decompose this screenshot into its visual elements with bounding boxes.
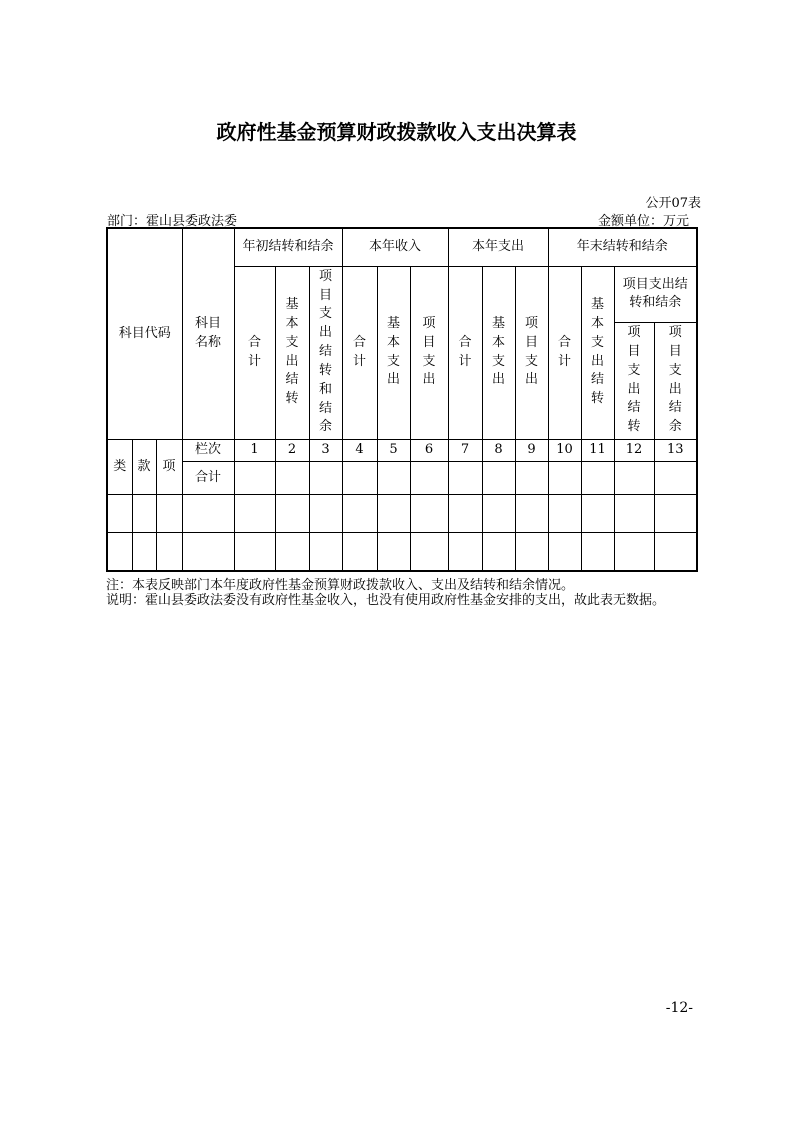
kuan-header: 款 (132, 439, 156, 494)
begin-carry-text: 年初结转和结余 (242, 239, 334, 255)
table-cell (275, 494, 309, 532)
table-note: 注：本表反映部门本年度政府性基金预算财政拨款收入、支出及结转和结余情况。 (106, 578, 575, 593)
begin-carry-header (234, 228, 342, 266)
page-title: 政府性基金预算财政拨款收入支出决算表 (216, 120, 577, 144)
expense-header: 本年支出 (448, 228, 548, 266)
subject-code-header: 科目代码 (107, 228, 182, 439)
table-cell (448, 461, 482, 494)
income-basic-text: 基本支出 (387, 315, 401, 388)
column-number: 12 (614, 439, 654, 461)
table-cell (614, 532, 654, 571)
end-basic-carry-text: 基本支出结转 (591, 296, 605, 407)
income-basic-header (377, 266, 410, 439)
end-total-header (548, 266, 581, 439)
expense-total-text: 合计 (458, 334, 472, 369)
table-cell (548, 532, 581, 571)
department-label: 部门：霍山县委政法委 (107, 214, 238, 229)
final-accounts-table (106, 227, 698, 572)
table-cell (132, 494, 156, 532)
table-cell (448, 532, 482, 571)
column-no-label: 栏次 (182, 439, 234, 461)
table-cell (482, 494, 515, 532)
table-cell (309, 532, 342, 571)
table-cell (410, 532, 448, 571)
table-cell (309, 494, 342, 532)
end-project-carry-header (614, 322, 654, 439)
table-cell (377, 461, 410, 494)
column-number: 11 (581, 439, 614, 461)
table-cell (342, 461, 377, 494)
table-cell (581, 461, 614, 494)
begin-total-header (234, 266, 275, 439)
expense-project-header (515, 266, 548, 439)
table-cell (581, 532, 614, 571)
table-cell (275, 532, 309, 571)
amount-unit-label: 金额单位：万元 (597, 214, 689, 229)
column-number: 6 (410, 439, 448, 461)
table-cell (234, 461, 275, 494)
begin-project-carry-header (309, 266, 342, 439)
subject-name-text: 科目名称 (195, 315, 222, 350)
expense-basic-text: 基本支出 (492, 315, 506, 388)
table-cell (548, 494, 581, 532)
column-number: 7 (448, 439, 482, 461)
table-cell (342, 494, 377, 532)
end-total-text: 合计 (558, 334, 572, 369)
table-cell (156, 494, 182, 532)
table-cell (234, 532, 275, 571)
table-row (107, 532, 697, 571)
column-number: 2 (275, 439, 309, 461)
xiang-header: 项 (156, 439, 182, 494)
column-number: 10 (548, 439, 581, 461)
table-cell (156, 532, 182, 571)
table-explanation: 说明：霍山县委政法委没有政府性基金收入，也没有使用政府性基金安排的支出，故此表无数据。 (106, 593, 666, 608)
table-cell (515, 532, 548, 571)
end-project-balance-text: 项目支出结余 (668, 324, 682, 435)
table-cell (410, 494, 448, 532)
begin-project-carry-text: 项目支出结转和结余 (319, 268, 333, 435)
begin-basic-carry-header (275, 266, 309, 439)
column-number: 3 (309, 439, 342, 461)
table-cell (614, 461, 654, 494)
income-project-header (410, 266, 448, 439)
table-cell (342, 532, 377, 571)
end-basic-carry-header (581, 266, 614, 439)
income-total-text: 合计 (353, 334, 367, 369)
lei-header: 类 (107, 439, 132, 494)
table-cell (581, 494, 614, 532)
table-cell (482, 461, 515, 494)
expense-total-header (448, 266, 482, 439)
income-header: 本年收入 (342, 228, 448, 266)
column-number: 9 (515, 439, 548, 461)
table-cell (182, 494, 234, 532)
column-number: 5 (377, 439, 410, 461)
table-cell (654, 494, 697, 532)
begin-basic-carry-text: 基本支出结转 (285, 296, 299, 407)
table-row (107, 494, 697, 532)
end-project-group-header (614, 266, 697, 322)
table-cell (132, 532, 156, 571)
table-cell (482, 532, 515, 571)
expense-project-text: 项目支出 (525, 315, 539, 388)
form-number: 公开07表 (645, 196, 701, 211)
table-cell (234, 494, 275, 532)
table-cell (548, 461, 581, 494)
end-project-balance-header (654, 322, 697, 439)
subject-name-header (182, 228, 234, 439)
expense-basic-header (482, 266, 515, 439)
end-carry-header: 年末结转和结余 (548, 228, 697, 266)
end-project-group-text: 项目支出结转和结余 (622, 277, 688, 310)
sum-row-label: 合计 (182, 461, 234, 494)
column-number: 13 (654, 439, 697, 461)
column-number: 4 (342, 439, 377, 461)
begin-total-text: 合计 (248, 334, 262, 369)
page-number: -12- (665, 1000, 693, 1016)
table-cell (614, 494, 654, 532)
income-project-text: 项目支出 (422, 315, 436, 388)
table-cell (515, 494, 548, 532)
table-cell (515, 461, 548, 494)
table-cell (107, 494, 132, 532)
income-total-header (342, 266, 377, 439)
table-cell (275, 461, 309, 494)
column-number: 8 (482, 439, 515, 461)
table-cell (410, 461, 448, 494)
table-cell (377, 494, 410, 532)
table-cell (309, 461, 342, 494)
table-cell (107, 532, 132, 571)
table-cell (448, 494, 482, 532)
table-cell (377, 532, 410, 571)
column-number: 1 (234, 439, 275, 461)
table-cell (654, 461, 697, 494)
table-cell (182, 532, 234, 571)
table-cell (654, 532, 697, 571)
end-project-carry-text: 项目支出结转 (627, 324, 641, 435)
